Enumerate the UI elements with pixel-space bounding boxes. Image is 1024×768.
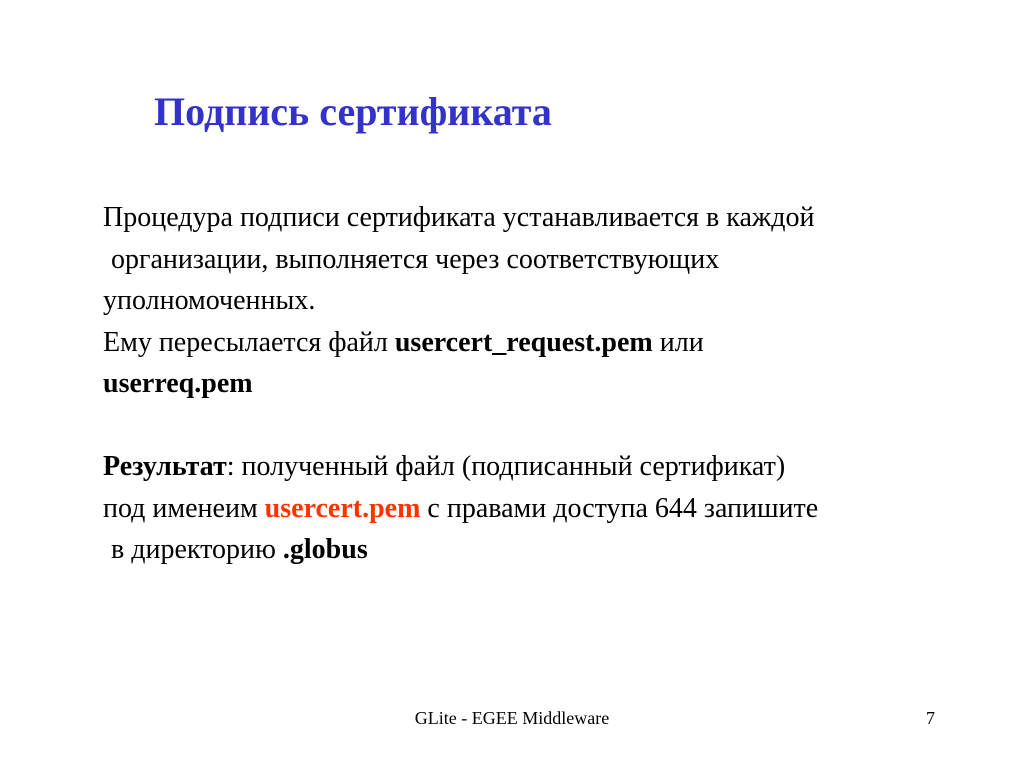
- slide-body: [103, 197, 1003, 571]
- paragraph2-line2: [103, 363, 1003, 405]
- paragraph2-line1: [103, 322, 1003, 364]
- result-line2-rest: с правами доступа 644 запишите: [420, 492, 819, 524]
- paragraph1-line3: уполномоченных.: [103, 285, 316, 316]
- filename-userreq: userreq.pem: [103, 368, 253, 399]
- paragraph3-line3: [103, 529, 1003, 571]
- page-number: 7: [926, 708, 935, 728]
- result-line3-prefix: в директорию: [111, 534, 283, 565]
- paragraph2-middle: или: [652, 326, 704, 358]
- result-line2-prefix: под именеим: [103, 492, 265, 524]
- filename-usercert-request: usercert_request.pem: [394, 326, 653, 358]
- result-label: Результат: [103, 451, 227, 482]
- slide-footer: GLite - EGEE Middleware: [414, 708, 610, 728]
- paragraph3-line1: [103, 446, 1003, 488]
- slide-title: Подпись сертификата: [154, 89, 552, 134]
- paragraph3-line2: [103, 488, 1003, 530]
- paragraph1-line2: организации, выполняется через соответствующих: [111, 243, 720, 275]
- blank-line: [103, 405, 1003, 447]
- filename-usercert: usercert.pem: [264, 492, 421, 524]
- paragraph1-line1: Процедура подписи сертификата устанавливается в каждой: [103, 202, 815, 233]
- paragraph2-prefix: Ему пересылается файл: [103, 326, 395, 358]
- result-text: : полученный файл (подписанный сертификат): [226, 451, 786, 482]
- directory-globus: .globus: [282, 534, 368, 565]
